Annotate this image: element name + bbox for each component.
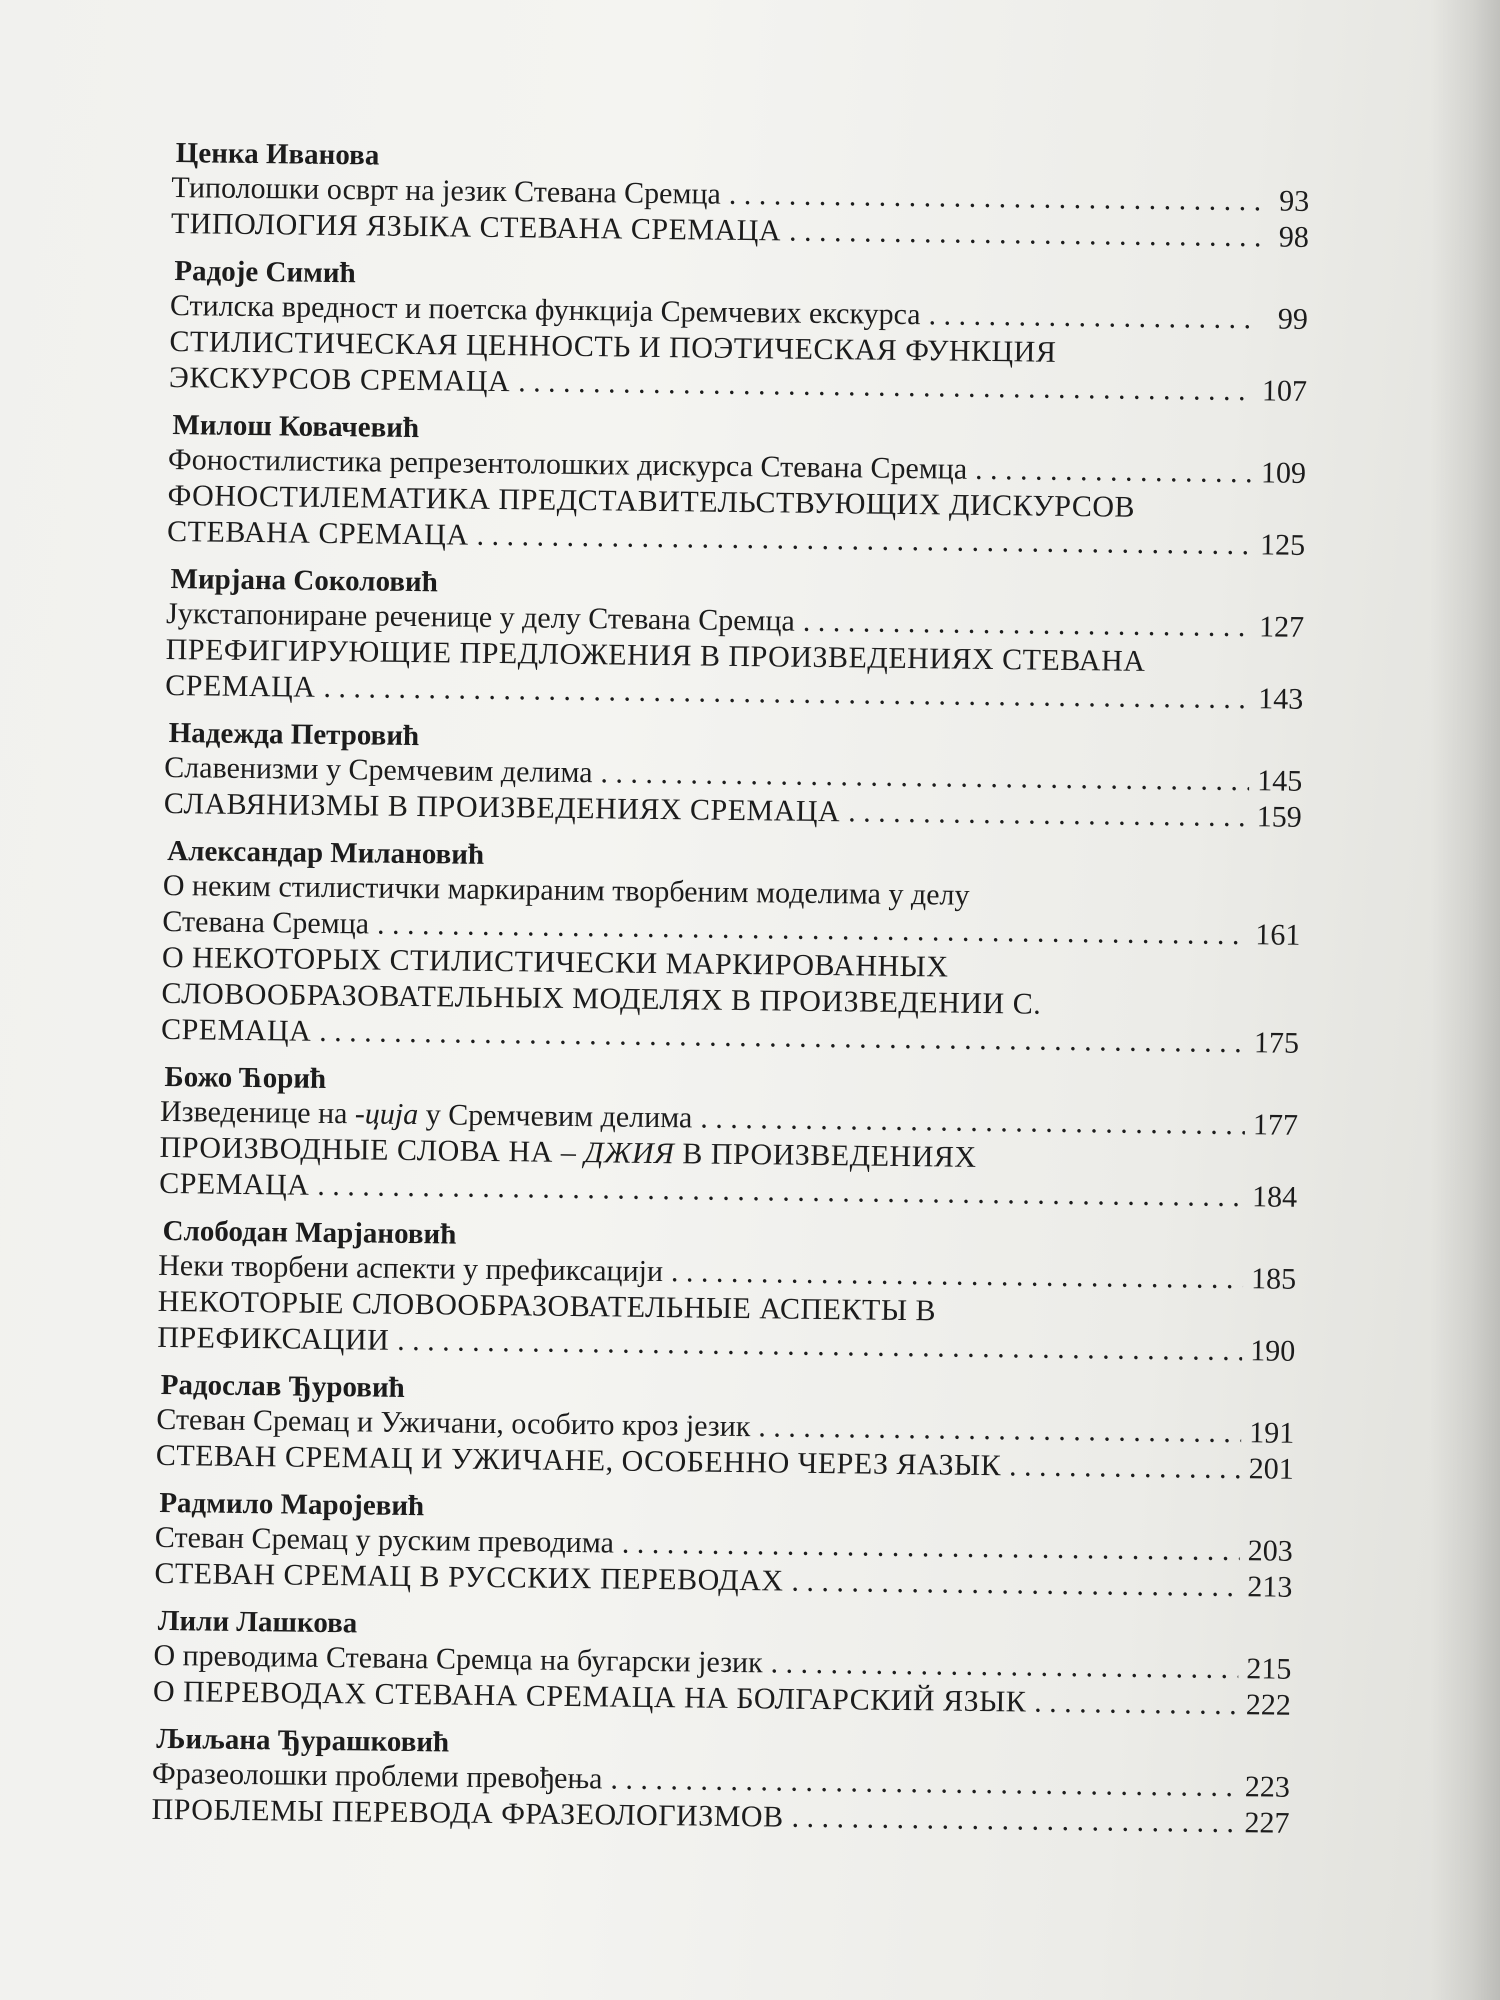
author-name: Надежда Петровић — [168, 717, 420, 753]
entry-title: ПРЕФИКСАЦИИ — [157, 1320, 390, 1357]
entry-title-line: СТИЛИСТИЧЕСКАЯ ЦЕННОСТЬ И ПОЭТИЧЕСКАЯ ФУНКЦИЯ — [169, 324, 1057, 369]
author-name: Лили Лашкова — [157, 1604, 358, 1640]
toc-section — [169, 254, 1309, 410]
page-number: 213 — [1247, 1570, 1293, 1604]
toc-section — [171, 136, 1310, 256]
page-number: 159 — [1256, 800, 1302, 834]
toc-section — [167, 408, 1307, 564]
toc-section — [165, 562, 1305, 718]
page-number: 109 — [1260, 456, 1307, 490]
entry-title: СРЕМАЦА — [160, 1012, 312, 1048]
leader-dots — [770, 1645, 1238, 1687]
page-number: 185 — [1250, 1262, 1297, 1296]
page-number: 99 — [1277, 302, 1309, 336]
entry-title: ЭКСКУРСОВ СРЕМАЦА — [168, 360, 511, 399]
entry-title: О ПЕРЕВОДАХ СТЕВАНА СРЕМАЦА НА БОЛГАРСКИЙ ЯЗЫК — [152, 1674, 1027, 1719]
entry-title: СЛАВЯНИЗМЫ В ПРОИЗВЕДЕНИЯХ СРЕМАЦА — [163, 786, 841, 829]
author-name: Александар Милановић — [167, 834, 485, 871]
entry-title-line: СЛОВООБРАЗОВАТЕЛЬНЫХ МОДЕЛЯХ В ПРОИЗВЕДЕНИИ С. — [161, 976, 1042, 1021]
entry-title: Фоностилистика репрезентолошких дискурса Стевана Сремца — [167, 442, 968, 486]
entry-title-line: ПРЕФИГИРУЮЩИЕ ПРЕДЛОЖЕНИЯ В ПРОИЗВЕДЕНИЯХ СТЕВАНА — [165, 632, 1146, 678]
entry-title: О преводима Стевана Сремца на бугарски језик — [153, 1638, 763, 1680]
author-name: Божо Ћорић — [164, 1060, 327, 1095]
author-name: Милош Ковачевић — [172, 409, 420, 445]
entry-title-line: О неким стилистички маркираним творбеним моделима у делу — [162, 868, 970, 912]
page-number: 177 — [1252, 1108, 1299, 1142]
page-number: 107 — [1261, 374, 1308, 408]
entry-title-line: НЕКОТОРЫЕ СЛОВООБРАЗОВАТЕЛЬНЫЕ АСПЕКТЫ В — [157, 1284, 937, 1328]
page-number: 191 — [1249, 1416, 1295, 1450]
entry-title-pre: ПРОИЗВОДНЫЕ СЛОВА НА – — [159, 1130, 585, 1170]
entry-title: Стилска вредност и поетска функција Сремчевих екскурса — [169, 288, 921, 332]
toc-section — [156, 1368, 1295, 1488]
page-number: 215 — [1246, 1652, 1292, 1686]
entry-title-post: у Сремчевим делима — [418, 1098, 693, 1135]
entry-title: СТЕВАН СРЕМАЦ В РУССКИХ ПЕРЕВОДАХ — [154, 1556, 784, 1598]
page-number: 93 — [1279, 184, 1310, 218]
page-number: 190 — [1250, 1334, 1296, 1368]
entry-title-post: В ПРОИЗВЕДЕНИЯХ — [674, 1137, 977, 1174]
toc-section — [164, 716, 1303, 836]
toc-section — [161, 834, 1302, 1062]
page-number: 203 — [1247, 1534, 1293, 1568]
page-number: 222 — [1245, 1688, 1292, 1722]
page-number: 127 — [1258, 610, 1305, 644]
leader-dots — [518, 364, 1254, 409]
page-number: 184 — [1251, 1180, 1298, 1214]
entry-title: ТИПОЛОГИЯ ЯЗЫКА СТЕВАНА СРЕМАЦА — [170, 206, 782, 248]
entry-title: СТЕВАНА СРЕМАЦА — [166, 514, 469, 552]
leader-dots — [803, 604, 1252, 645]
page-number: 227 — [1244, 1806, 1290, 1840]
toc-section — [154, 1486, 1293, 1606]
entry-title-italic: -ција — [354, 1097, 419, 1132]
leader-dots — [1034, 1685, 1238, 1723]
leader-dots — [791, 1800, 1236, 1841]
entry-title: ПРОБЛЕМЫ ПЕРЕВОДА ФРАЗЕОЛОГИЗМОВ — [151, 1792, 784, 1834]
entry-title: Стеван Сремац у руским преводима — [154, 1520, 615, 1560]
toc-section — [157, 1214, 1297, 1370]
leader-dots — [1009, 1448, 1241, 1487]
entry-title-italic: ДЖИЯ — [584, 1136, 675, 1171]
entry-title: Славенизми у Сремчевим делима — [164, 750, 593, 790]
page-number: 201 — [1248, 1452, 1294, 1486]
entry-title: Стеван Сремац и Ужичани, особито кроз језик — [156, 1402, 751, 1444]
leader-dots — [928, 297, 1260, 337]
page-number: 161 — [1255, 918, 1301, 952]
page-edge-shadow — [1430, 0, 1500, 2000]
toc-section — [151, 1722, 1290, 1842]
page-number: 143 — [1258, 682, 1304, 716]
page-number: 175 — [1253, 1026, 1300, 1060]
leader-dots — [975, 452, 1253, 491]
entry-title: СТЕВАН СРЕМАЦ И УЖИЧАНЕ, ОСОБЕННО ЧЕРЕЗ ЯАЗЫК — [155, 1438, 1002, 1483]
leader-dots — [848, 794, 1249, 835]
entry-title: СРЕМАЦА — [165, 668, 316, 704]
author-name: Љиљана Ђурашковић — [156, 1722, 450, 1759]
author-name: Слободан Марјановић — [162, 1214, 457, 1251]
page-number: 223 — [1244, 1770, 1291, 1804]
author-name: Ценка Иванова — [175, 137, 380, 172]
author-name: Радмило Маројевић — [159, 1486, 425, 1523]
leader-dots — [789, 214, 1261, 256]
entry-title: Стевана Сремца — [162, 904, 370, 941]
entry-title: Јукстапониране реченице у делу Стевана Сремца — [165, 596, 796, 638]
entry-title: СРЕМАЦА — [159, 1166, 310, 1202]
leader-dots — [758, 1409, 1241, 1451]
entry-title: Неки творбени аспекти у префиксацији — [157, 1248, 664, 1289]
page-number: 125 — [1259, 528, 1306, 562]
entry-title: Типолошки осврт на језик Стевана Сремца — [171, 170, 722, 211]
toc-section — [153, 1604, 1292, 1724]
author-name: Мирјана Соколовић — [170, 563, 439, 599]
entry-title: Фразеолошки проблеми превођења — [151, 1756, 603, 1796]
toc-section — [159, 1060, 1299, 1216]
leader-dots — [791, 1564, 1239, 1605]
table-of-contents — [151, 136, 1310, 1854]
entry-title-line: ФОНОСТИЛЕМАТИКА ПРЕДСТАВИТЕЛЬСТВУЮЩИХ ДИСКУРСОВ — [167, 478, 1136, 524]
page-number: 145 — [1257, 764, 1303, 798]
author-name: Радослав Ђуровић — [160, 1368, 405, 1404]
author-name: Радоје Симић — [174, 255, 356, 290]
entry-title-line: О НЕКОТОРЫХ СТИЛИСТИЧЕСКИ МАРКИРОВАННЫХ — [161, 940, 949, 984]
page-number: 98 — [1278, 220, 1310, 254]
entry-title-pre: Изведенице на — [159, 1094, 356, 1131]
